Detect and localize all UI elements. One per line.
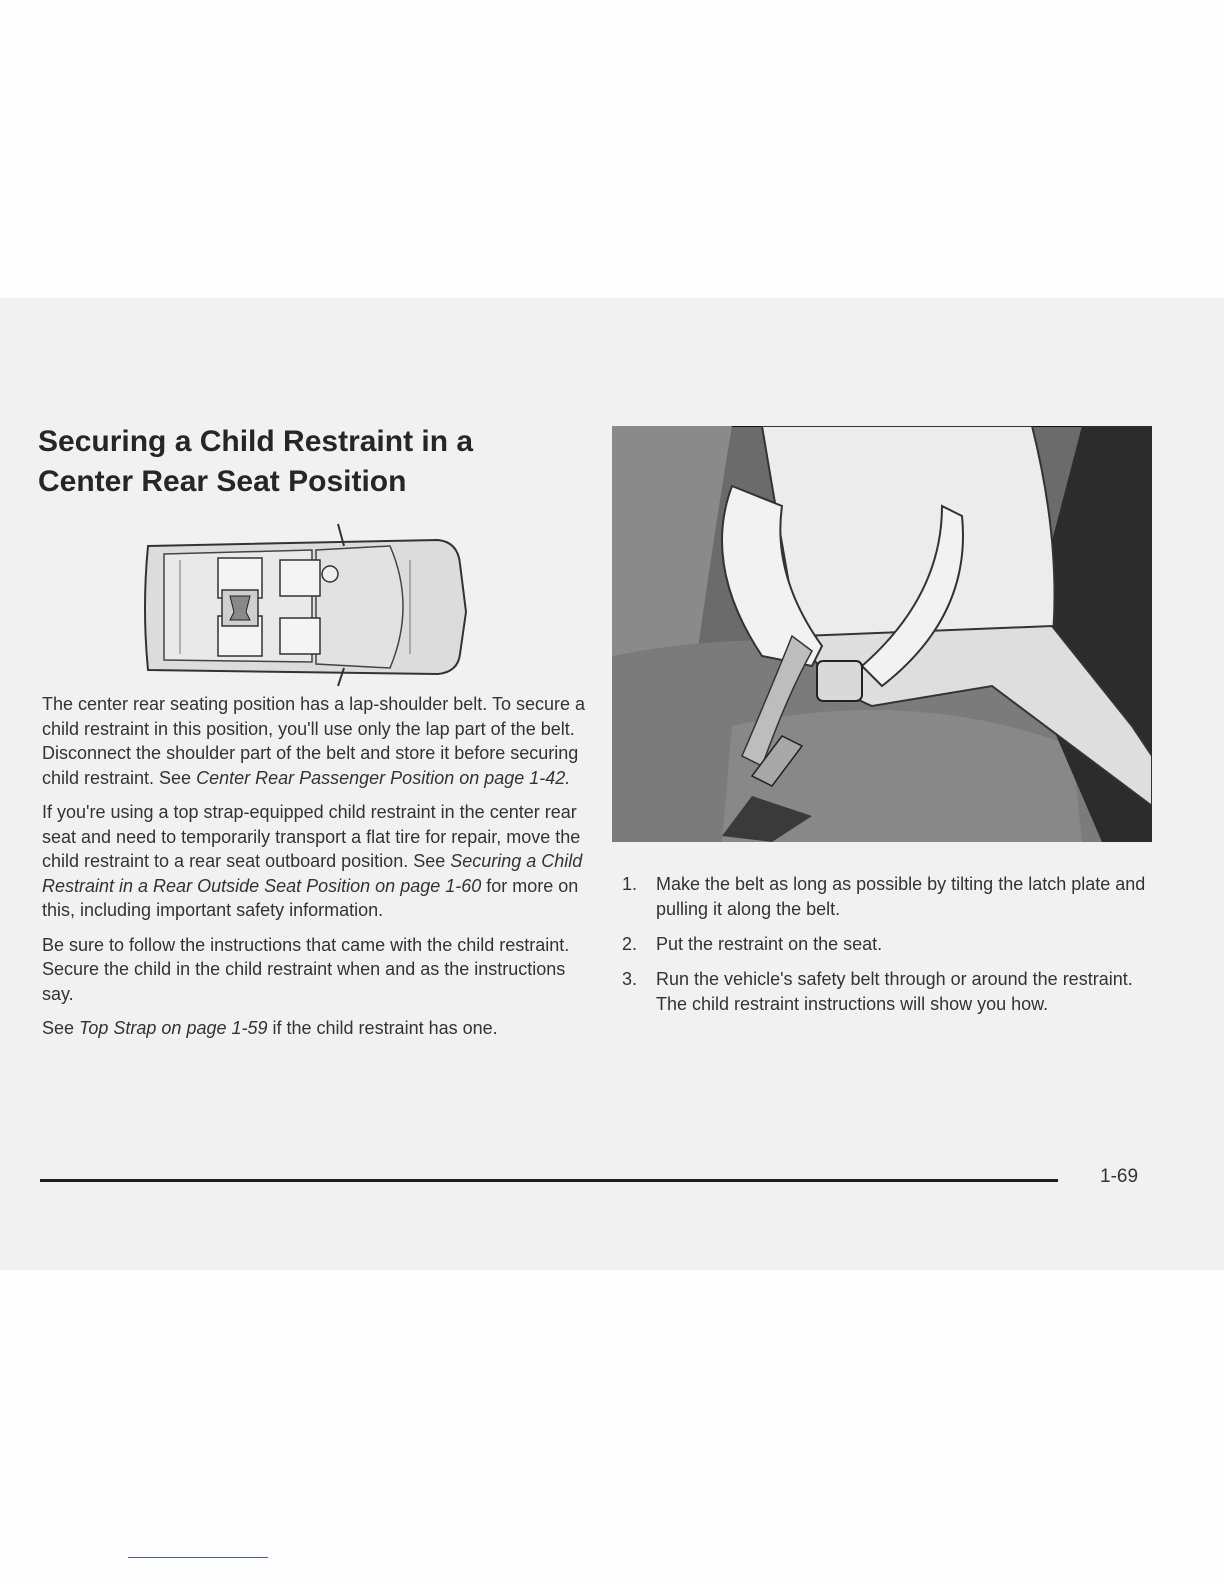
step-number: 1. — [622, 874, 638, 894]
bottom-link-underline[interactable] — [128, 1557, 268, 1558]
title-line-2: Center Rear Seat Position — [38, 465, 407, 498]
step-number: 2. — [622, 934, 638, 954]
section-title — [38, 422, 578, 502]
paragraph-top-strap-ref: See Top Strap on page 1-59 if the child restraint has one. — [42, 1018, 498, 1038]
paragraph-top-strap: If you're using a top strap-equipped child restraint in the center rear seat and need to temporarily transport a flat tire for repair, move the child restraint to a rear seat outboard position. See Securing a Child Restraint in a Rear Outside Seat Position on page 1-60 for more on this, including important safety information. — [42, 802, 583, 920]
footer-rule — [40, 1179, 1058, 1182]
reference-rear-outside-seat[interactable]: Securing a Child Restraint in a Rear Outside Seat Position on page 1-60 — [42, 851, 583, 896]
step-number: 3. — [622, 969, 638, 989]
page-number: 1-69 — [1100, 1166, 1139, 1187]
step-item — [622, 872, 1162, 922]
step-text: Make the belt as long as possible by tilting the latch plate and pulling it along the belt. — [656, 874, 1146, 919]
paragraph-instructions: Be sure to follow the instructions that came with the child restraint. Secure the child in the child restraint when and as the instructions say. — [42, 934, 570, 1004]
instruction-steps — [622, 872, 1162, 1027]
reference-center-rear-passenger[interactable]: Center Rear Passenger Position on page 1-42. — [196, 767, 571, 788]
intro-text — [42, 692, 587, 1051]
step-text: Put the restraint on the seat. — [656, 934, 883, 954]
step-item — [622, 967, 1162, 1017]
step-text: Run the vehicle's safety belt through or around the restraint. The child restraint instructions will show you how. — [656, 969, 1133, 1014]
title-line-1: Securing a Child Restraint in a — [38, 425, 474, 458]
paragraph-center-belt: The center rear seating position has a lap-shoulder belt. To secure a child restraint in this position, you'll use only the lap part of the belt. Disconnect the shoulder part of the belt and store it before securing child restraint. See Center Rear Passenger Position on page 1-42. — [42, 694, 585, 788]
belt-illustration — [612, 426, 1152, 842]
step-item — [622, 932, 1162, 957]
vehicle-seating-diagram — [140, 520, 470, 690]
reference-top-strap[interactable]: Top Strap on page 1-59 — [79, 1018, 268, 1038]
